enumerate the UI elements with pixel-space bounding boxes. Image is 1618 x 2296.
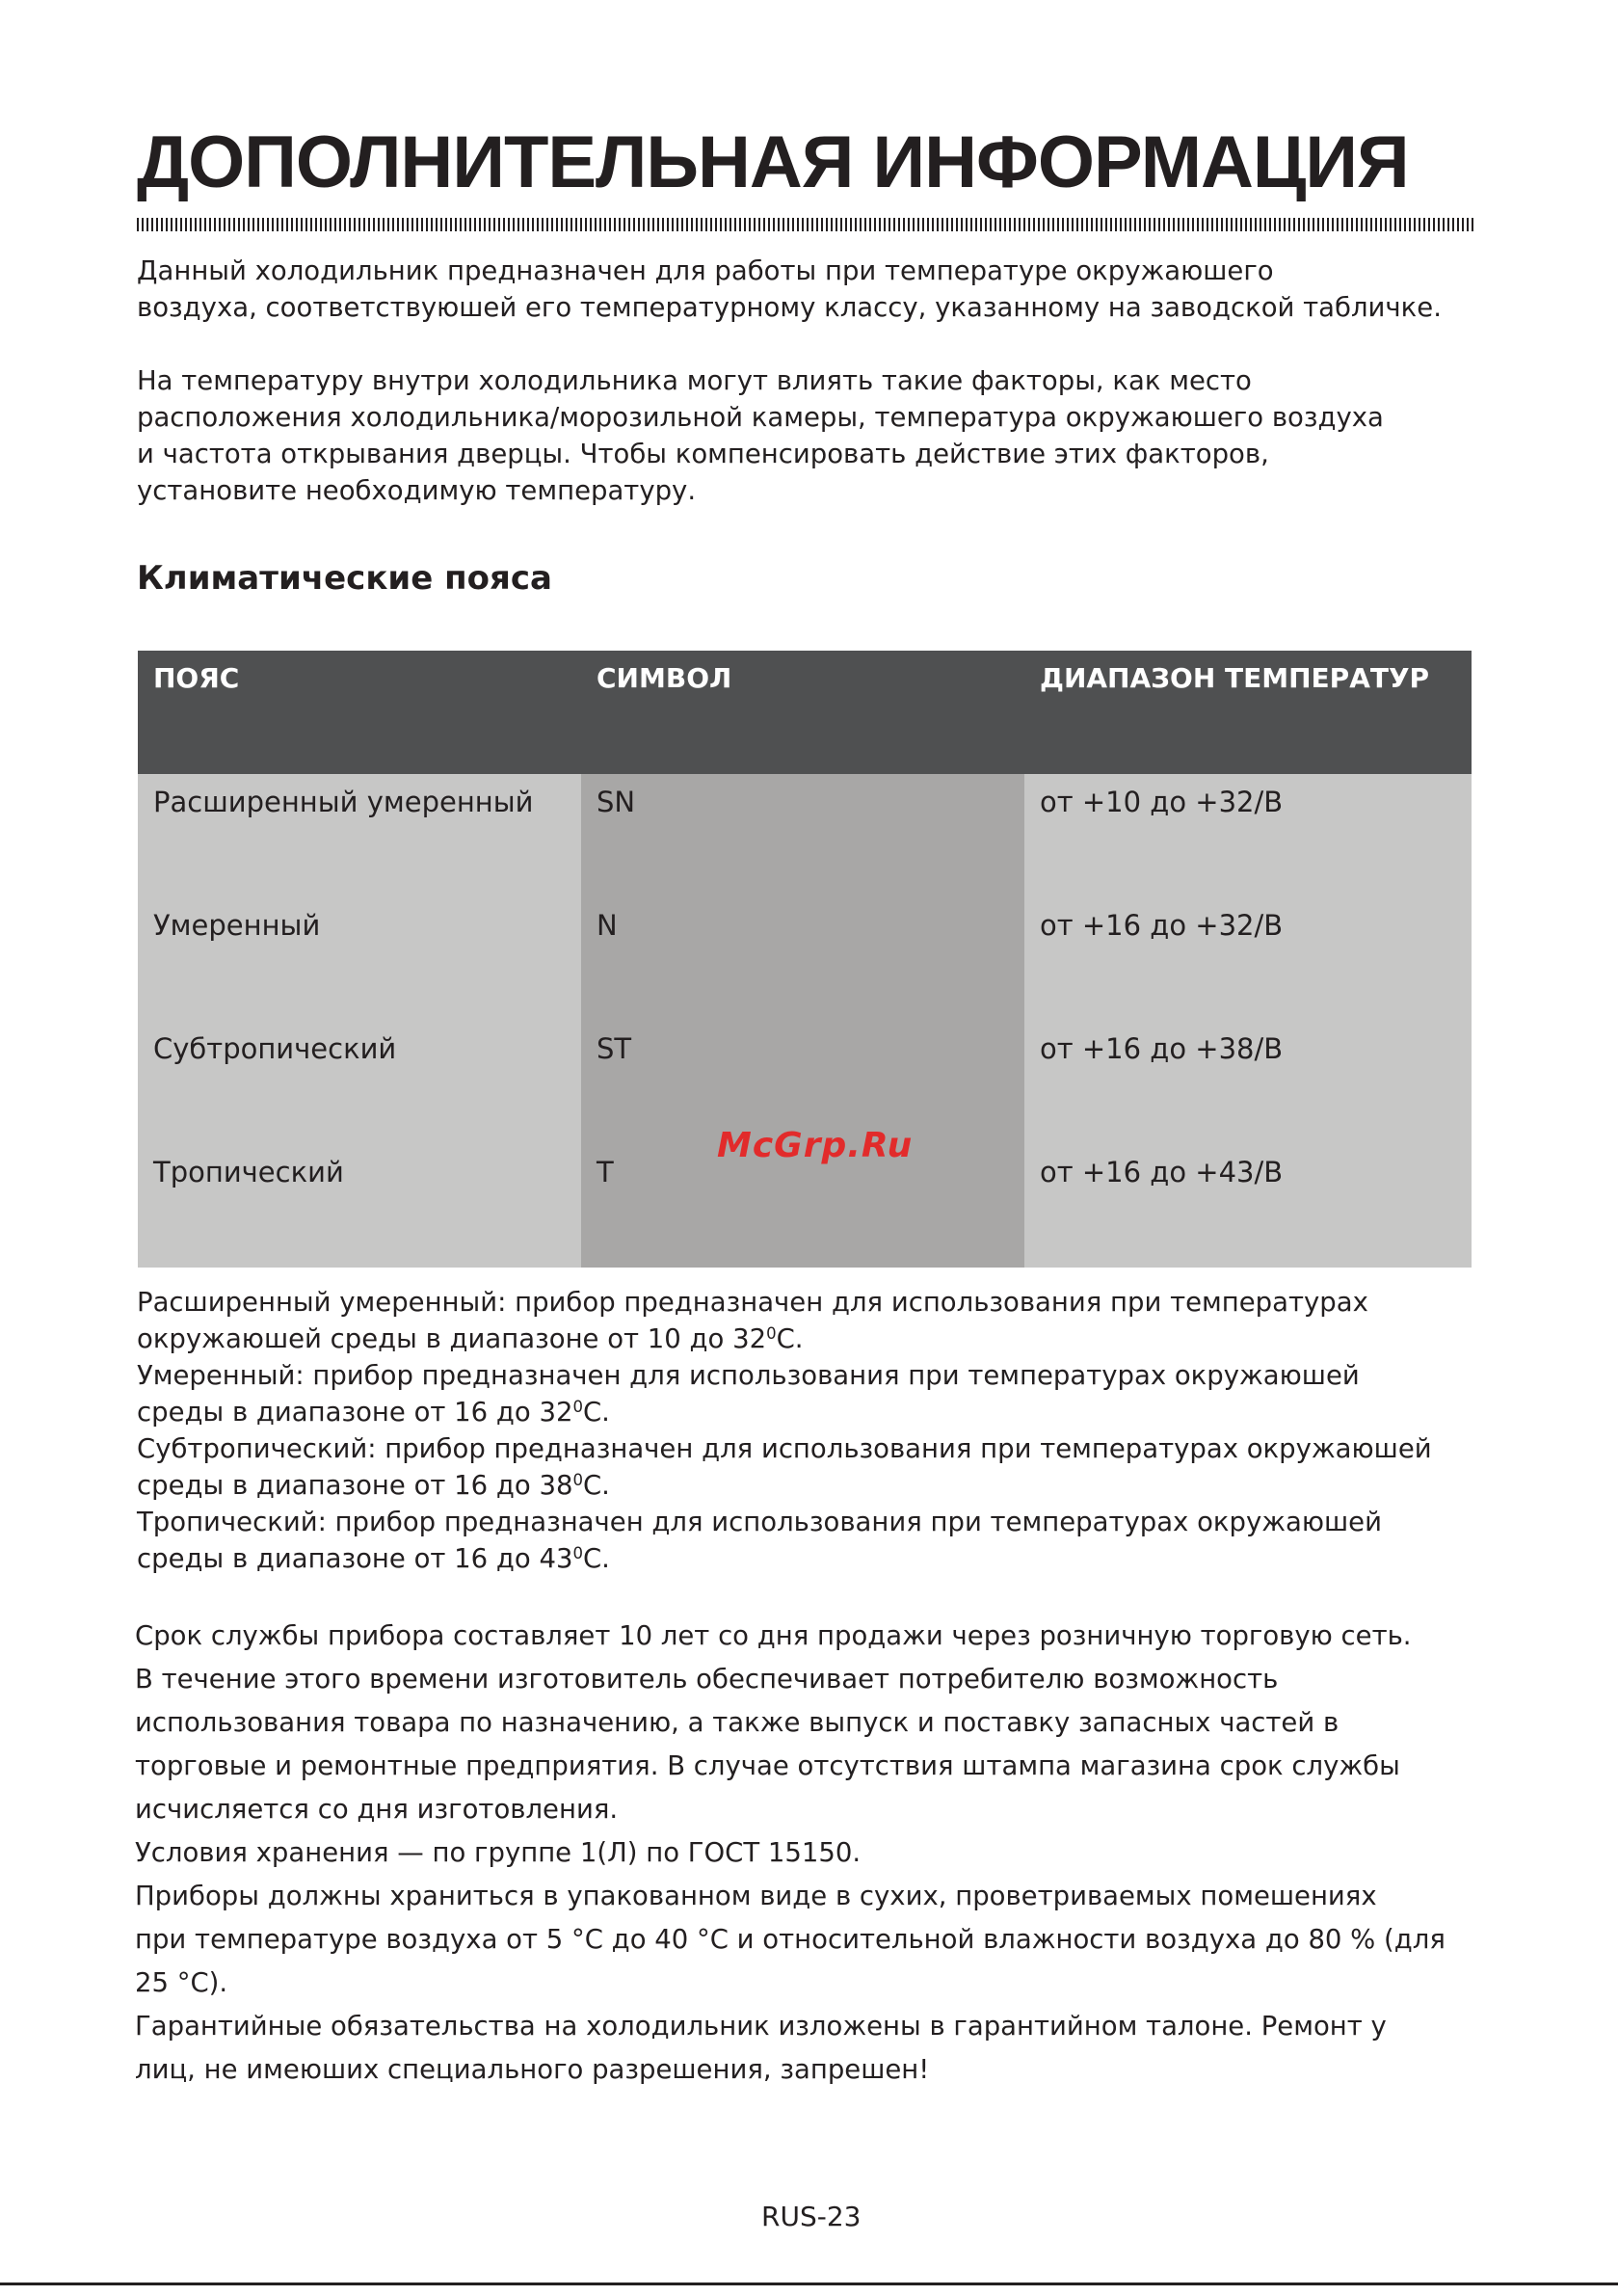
note-line: окружаюшей среды в диапазоне от 10 до $32^0С$.	[137, 1323, 804, 1354]
table-row	[138, 774, 1472, 897]
zone-cell: Субтропический	[138, 1021, 581, 1144]
page-number: RUS-23	[761, 2201, 862, 2232]
note-line: Субтропический: прибор предназначен для использования при температурах окружаюшей	[137, 1433, 1432, 1464]
text-line: исчисляется со дня изготовления.	[135, 1794, 619, 1825]
text-line: Срок службы прибора составляет 10 лет со дня продажи через розничную торговую сеть.	[135, 1620, 1412, 1651]
watermark-text: McGrp.Ru	[717, 1126, 914, 1165]
text-line: Условия хранения — по группе 1(Л) по ГОСТ 15150.	[135, 1837, 862, 1868]
text-line: 25 °С).	[135, 1967, 228, 1998]
range-cell: от +16 до +43/В	[1024, 1144, 1472, 1268]
symbol-cell: SN	[581, 774, 1024, 897]
bottom-rule	[0, 2283, 1618, 2285]
note-line: Тропический: прибор предназначен для использования при температурах окружаюшей	[137, 1507, 1382, 1537]
text-line: установите необходимую температуру.	[137, 475, 697, 506]
note-line: Расширенный умеренный: прибор предназначен для использования при температурах	[137, 1287, 1368, 1318]
table-row	[138, 897, 1472, 1021]
table-header-row	[138, 651, 1472, 774]
page-title: ДОПОЛНИТЕЛЬНАЯ ИНФОРМАЦИЯ	[137, 121, 1409, 203]
text-line: при температуре воздуха от 5 °С до 40 °С и относительной влажности воздуха до 80 % (для	[135, 1924, 1446, 1955]
text-line: торговые и ремонтные предприятия. В случае отсутствия штампа магазина срок службы	[135, 1750, 1400, 1781]
dotted-divider	[137, 218, 1476, 231]
note-line: среды в диапазоне от 16 до $43^0С$.	[137, 1543, 610, 1574]
text-line: и частота открывания дверцы. Чтобы компенсировать действие этих факторов,	[137, 439, 1269, 469]
header-symbol: СИМВОЛ	[581, 651, 1024, 774]
intro-paragraph-2	[137, 362, 1486, 509]
text-line: Данный холодильник предназначен для работы при температуре окружаюшего	[137, 255, 1274, 286]
symbol-cell: N	[581, 897, 1024, 1021]
zone-cell: Расширенный умеренный	[138, 774, 581, 897]
symbol-cell: ST	[581, 1021, 1024, 1144]
text-line: лиц, не имеюших специального разрешения, запрешен!	[135, 2054, 930, 2085]
note-line: среды в диапазоне от 16 до $38^0С$.	[137, 1470, 610, 1501]
text-line: Гарантийные обязательства на холодильник изложены в гарантийном талоне. Ремонт у	[135, 2011, 1387, 2042]
text-line: На температуру внутри холодильника могут влиять такие факторы, как место	[137, 365, 1252, 396]
range-cell: от +16 до +38/В	[1024, 1021, 1472, 1144]
text-line: воздуха, соответствуюшей его температурному классу, указанному на заводской табличке.	[137, 292, 1442, 323]
service-life-paragraph	[135, 1615, 1503, 2092]
climate-zones-table	[138, 651, 1472, 1268]
symbol-cell: T	[581, 1144, 1024, 1268]
text-line: использования товара по назначению, а также выпуск и поставку запасных частей в	[135, 1707, 1339, 1738]
header-range: ДИАПАЗОН ТЕМПЕРАТУР	[1024, 651, 1472, 774]
section-title: Климатические пояса	[137, 559, 552, 598]
range-cell: от +16 до +32/В	[1024, 897, 1472, 1021]
zone-notes	[137, 1284, 1486, 1577]
intro-paragraph-1	[137, 253, 1486, 326]
zone-cell: Тропический	[138, 1144, 581, 1268]
text-line: В течение этого времени изготовитель обеспечивает потребителю возможность	[135, 1664, 1279, 1695]
zone-cell: Умеренный	[138, 897, 581, 1021]
header-zone: ПОЯС	[138, 651, 581, 774]
note-line: среды в диапазоне от 16 до $32^0С$.	[137, 1397, 610, 1428]
text-line: Приборы должны храниться в упакованном виде в сухих, проветриваемых помешениях	[135, 1881, 1377, 1911]
text-line: расположения холодильника/морозильной камеры, температура окружаюшего воздуха	[137, 402, 1384, 433]
range-cell: от +10 до +32/В	[1024, 774, 1472, 897]
note-line: Умеренный: прибор предназначен для использования при температурах окружаюшей	[137, 1360, 1360, 1391]
